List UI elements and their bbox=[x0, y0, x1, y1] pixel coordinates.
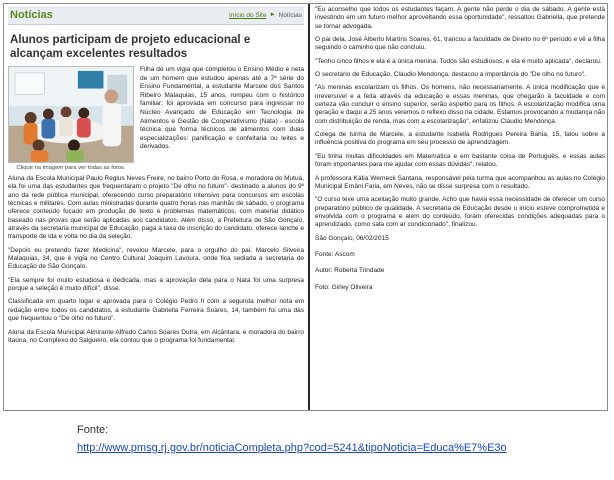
paragraph: "Eu tinha muitas dificuldades em Matemática e em bastante coisa de Português, e essas aulas foram importantes para me ajudar com essas dúvidas", relatou. bbox=[315, 152, 605, 169]
breadcrumb-current: Notícias bbox=[278, 11, 302, 19]
source-url-link[interactable]: http://www.pmsg.rj.gov.br/noticiaCompleta.php?cod=5241&tipoNoticia=Educa%E7%E3o bbox=[77, 442, 507, 454]
paragraph: Aluna da Escola Municipal Almirante Alfredo Carlos Soares Dutra, em Alcântara, e moradora do bairro Itaúna, no Complexo do Salgueiro, ela contou que o programa foi fundamental. bbox=[8, 328, 304, 344]
article-author: Autor: Roberta Trindade bbox=[315, 267, 385, 275]
breadcrumb bbox=[229, 12, 302, 19]
source-reference bbox=[77, 424, 507, 454]
paragraph: Colega de turma de Marcele, a estudante Isabella Rodrigues Pereira Bahia, 15, falou sobre a influência positiva do programa em seu processo de aprendizagem. bbox=[315, 131, 605, 147]
article-photo-credit: Foto: Girley Oliveira bbox=[315, 283, 373, 291]
column-divider bbox=[308, 4, 310, 410]
left-column bbox=[8, 6, 304, 408]
source-label: Fonte: bbox=[77, 424, 109, 436]
article-photo[interactable] bbox=[8, 66, 134, 163]
paragraph: "Eu aconselho que todos os estudantes façam. A gente não perde o dia de sábado. A gente está investindo em um futuro melhor aproveitando essa oportunidade", ressaltou Gabriella, que pretende se tornar advogada. bbox=[315, 6, 605, 30]
paragraph: O pai dela, José Alberto Martins Soares, 61, trancou a faculdade de Direito no 6º período e vê a filha seguindo o caminho que não concluiu. bbox=[315, 36, 605, 52]
breadcrumb-arrow-icon: ► bbox=[269, 12, 276, 18]
news-article-frame bbox=[3, 3, 608, 411]
right-column bbox=[315, 6, 605, 408]
paragraph: O secretário de Educação, Cláudio Mendonça, destacou a importância do "De olho no futuro". bbox=[315, 71, 586, 79]
article-lead-text: Filha de um vigia que completou o Ensino Médio e neta de um homem que estudou apenas até a 7ª série do Ensino Fundamental, a estudante Marcele dos Santos Ribeiro Malaquias, 15 anos, rompeu com o histórico familiar: foi aprovada em concurso para ingressar no Núcleo Avançado de Educação em Tecnologia de Alimentos e Gestão de Cooperativismo (Nata) - escola técnica que forma técnicos de alimentos com duas especializações: panificação e confeitaria ou leites e derivados. bbox=[140, 66, 304, 151]
section-title: Notícias bbox=[10, 9, 53, 21]
photo-container bbox=[8, 66, 134, 171]
article-source: Fonte: Ascom bbox=[315, 250, 355, 258]
paragraph: "Tenho cinco filhos e ela é a única menina. Todos são estudiosos, e ela é muito aplicada", declarou. bbox=[315, 57, 602, 65]
paragraph: "Ela sempre foi muito estudiosa e dedicada, mas a aprovação dela para o Nata foi uma surpresa porque a seleção é muito difícil", disse. bbox=[8, 276, 304, 293]
article-title: Alunos participam de projeto educacional e alcançam excelentes resultados bbox=[10, 33, 251, 60]
paragraph: "As meninas escolarizam os filhos. Os homens, não necessariamente. A única modificação que é irreversível e a feita através da educação e essas meninas, que chegarão à faculdade e com certeza vão concluir o ensino superior, serão espelho para os filhos. A escolarização modifica uma geração e daqui a 25 anos veremos o reflexo disso na cidade. Estamos provocando a mudança não com distribuição de renda, mas com a escolarização", enfatizou Cláudio Mendonça. bbox=[315, 84, 605, 125]
paragraph: A professora Kátia Werneck Santana, responsável pela turma que acompanhou as aulas no Colégio Municipal Ernâni Faria, em Neves, não se disse surpresa com o resultado. bbox=[315, 174, 605, 190]
article-lead bbox=[8, 66, 304, 171]
breadcrumb-home-link[interactable]: Início do Site bbox=[228, 11, 267, 19]
paragraph: Aluna da Escola Municipal Paulo Reglus Neves Freire, no bairro Porto do Rosa, e moradora do Mutuá, ela foi uma das estudantes que frequentaram o projeto "De olho no futuro"- destinado a alunos do 9º ano da rede pública municipal, oferecendo curso preparatório intensivo para concursos em escolas técnicas e militares. Com aulas ministradas durante quatro horas nas manhãs de sábado, o programa oferece conteúdo focado em produção de texto e problemas matemáticos, com material didático baseado nas provas que serão aplicadas aos candidatos. Além disso, a Prefeitura de São Gonçalo, através da secretaria municipal de Educação, paga a taxa de inscrição do candidato, oferece lanche e transporte de ida e volta no dia da seleção. bbox=[8, 175, 304, 241]
paragraph: "O curso teve uma aceitação muito grande. Acho que havia essa necessidade de oferecer um curso preparatório público de qualidade. A secretaria de Educação desde o início esteve comprometida e envolvida com o programa e além do conteúdo, foram oferecidas condições adequadas para o aprendizado, como sala com ar condicionado", finalizou. bbox=[315, 196, 605, 229]
article-date: São Gonçalo, 06/02/2015 bbox=[315, 234, 389, 242]
paragraph: Classificada em quarto lugar e aprovada para o Colégio Pedro II com a segunda melhor nota em redação entre todos os candidatos, a estudante Gabriella Ferreira Soares, 14, também foi uma das que frequentou o "De olho no futuro". bbox=[8, 298, 304, 323]
section-header bbox=[8, 6, 304, 25]
paragraph: "Depois eu pretendo fazer Medicina", revelou Marcele, para o orgulho do pai, Marcelo Silveira Malaquias, 34, que é vigia no Centro Cultural Joaquim Lavoura, onde fica sediada a secretaria de Educação de São Gonçalo. bbox=[8, 246, 304, 271]
photo-caption: Clique na imagem para ver todas as fotos. bbox=[16, 165, 126, 171]
